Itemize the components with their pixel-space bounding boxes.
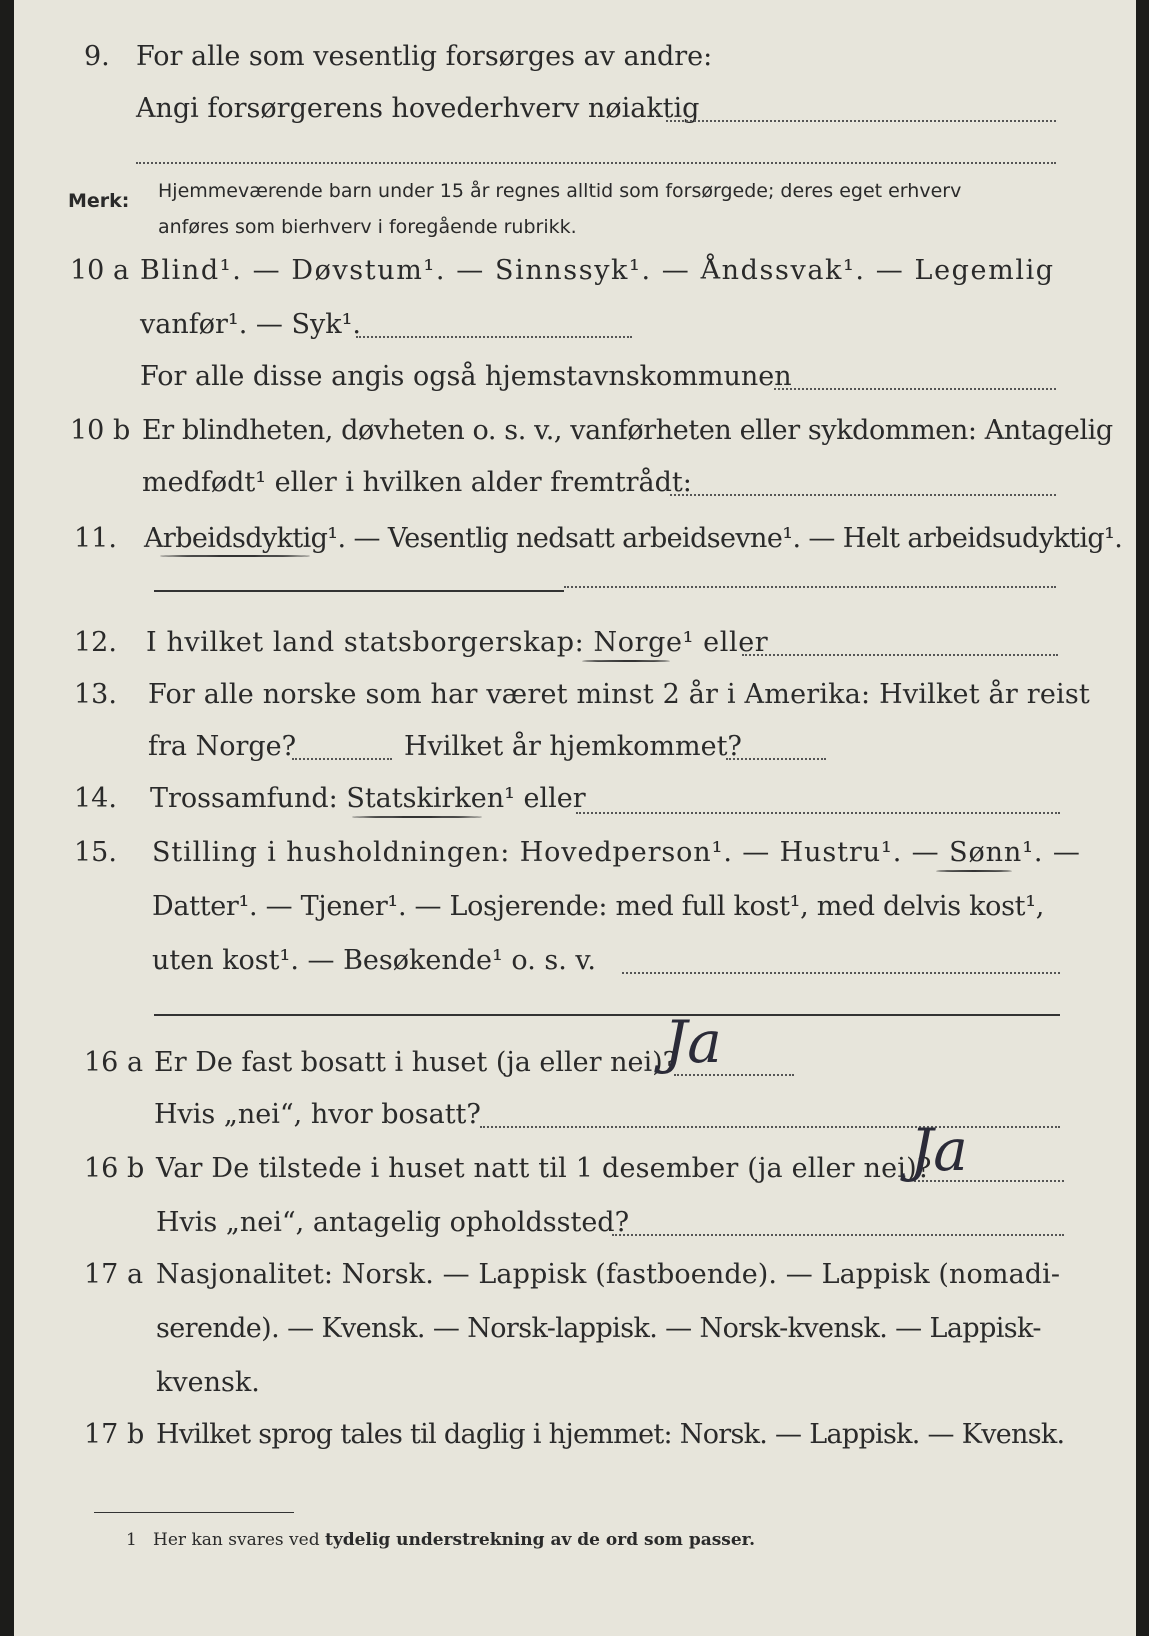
question-text: Stilling i husholdningen: Hovedperson¹. — Hustru¹. — Sønn¹. —	[152, 837, 1081, 868]
question-text: medfødt¹ eller i hvilken alder fremtrådt:	[142, 467, 692, 498]
question-number: 11.	[74, 523, 117, 554]
question-text: Hvilket år hjemkommet?	[404, 731, 742, 762]
question-number: 10 b	[70, 415, 131, 446]
answer-line[interactable]	[154, 1014, 1060, 1016]
question-text: For alle disse angis også hjemstavnskommunen	[140, 361, 792, 392]
question-number: 13.	[74, 679, 117, 710]
question-number: 10 a	[70, 255, 130, 286]
handwritten-underline	[936, 870, 1012, 872]
question-text: kvensk.	[156, 1367, 260, 1398]
answer-line[interactable]	[622, 972, 1060, 974]
answer-line[interactable]	[292, 758, 392, 760]
answer-line[interactable]	[480, 1126, 1060, 1128]
question-number: 16 a	[84, 1047, 144, 1078]
answer-line[interactable]	[136, 162, 1056, 164]
answer-line[interactable]	[774, 388, 1056, 390]
answer-line[interactable]	[666, 120, 1056, 122]
handwritten-underline	[582, 660, 670, 662]
note-text-2: anføres som bierhverv i foregående rubrikk.	[158, 216, 577, 238]
question-text: Datter¹. — Tjener¹. — Losjerende: med full kost¹, med delvis kost¹,	[152, 891, 1045, 922]
question-text: Hvis „nei“, antagelig opholdssted?	[156, 1207, 630, 1238]
question-text: Arbeidsdyktig¹. — Vesentlig nedsatt arbeidsevne¹. — Helt arbeidsudyktig¹.	[144, 523, 1123, 554]
answer-line[interactable]	[726, 758, 826, 760]
note-text-1: Hjemmeværende barn under 15 år regnes alltid som forsørgede; deres eget erhverv	[158, 180, 962, 202]
question-text: Angi forsørgerens hovederhverv nøiaktig	[136, 93, 700, 124]
footnote-text: Her kan svares ved	[153, 1530, 320, 1550]
question-text: Hvis „nei“, hvor bosatt?	[154, 1099, 481, 1130]
question-text: I hvilket land statsborgerskap: Norge¹ eller	[146, 627, 769, 658]
answer-line[interactable]	[564, 586, 1056, 588]
question-text: Hvilket sprog tales til daglig i hjemmet: Norsk. — Lappisk. — Kvensk.	[156, 1419, 1065, 1450]
question-text: Nasjonalitet: Norsk. — Lappisk (fastboende). — Lappisk (nomadi-	[156, 1259, 1061, 1290]
answer-line[interactable]	[742, 654, 1058, 656]
question-number: 16 b	[84, 1153, 145, 1184]
note-label: Merk:	[68, 190, 130, 212]
footnote-text-bold: tydelig understrekning av de ord som passer.	[324, 1530, 755, 1550]
question-number: 17 a	[84, 1259, 144, 1290]
question-text: vanfør¹. — Syk¹.	[140, 309, 361, 340]
handwritten-answer-ja: Ja	[664, 1008, 722, 1076]
answer-line[interactable]	[612, 1234, 1064, 1236]
answer-line[interactable]	[670, 494, 1056, 496]
footnote	[126, 1530, 755, 1550]
census-form-page	[14, 0, 1136, 1636]
question-text: fra Norge?	[148, 731, 297, 762]
question-number: 9.	[84, 41, 110, 72]
footnote-mark: 1	[126, 1530, 137, 1550]
answer-line[interactable]	[356, 336, 632, 338]
question-text: For alle som vesentlig forsørges av andre:	[136, 41, 713, 72]
question-number: 15.	[74, 837, 117, 868]
answer-line[interactable]	[576, 812, 1060, 814]
question-text: For alle norske som har været minst 2 år i Amerika: Hvilket år reist	[148, 679, 1090, 710]
handwritten-answer-ja: Ja	[910, 1116, 968, 1184]
question-text: Var De tilstede i huset natt til 1 desember (ja eller nei)?	[156, 1153, 932, 1184]
question-text: uten kost¹. — Besøkende¹ o. s. v.	[152, 945, 597, 976]
handwritten-underline	[352, 816, 482, 818]
question-number: 17 b	[84, 1419, 145, 1450]
question-text: serende). — Kvensk. — Norsk-lappisk. — Norsk-kvensk. — Lappisk-	[156, 1313, 1041, 1344]
question-text: Er De fast bosatt i huset (ja eller nei)?	[154, 1047, 678, 1078]
handwritten-underline	[160, 555, 310, 557]
question-text: Er blindheten, døvheten o. s. v., vanførheten eller sykdommen: Antagelig	[142, 415, 1113, 446]
answer-line[interactable]	[154, 590, 564, 592]
question-text: Blind¹. — Døvstum¹. — Sinnssyk¹. — Åndssvak¹. — Legemlig	[140, 255, 1055, 286]
question-text: Trossamfund: Statskirken¹ eller	[150, 783, 586, 814]
question-number: 12.	[74, 627, 117, 658]
footnote-rule	[94, 1512, 294, 1513]
question-number: 14.	[74, 783, 117, 814]
